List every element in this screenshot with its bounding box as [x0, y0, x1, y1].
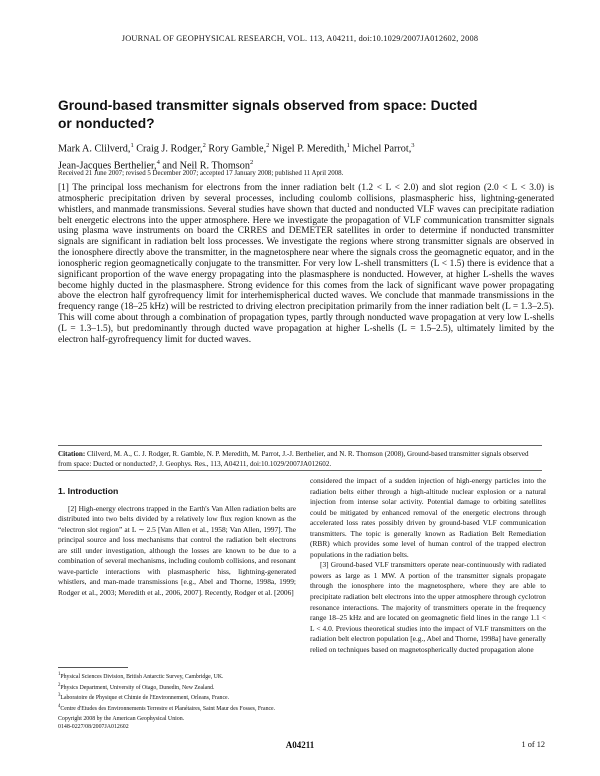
abstract: [58, 183, 554, 346]
footnote-text: Centre d'Etudes des Environnements Terrestre et Planétaires, Saint Maur des Fosses, France.: [60, 705, 276, 712]
author-name: Jean-Jacques Berthelier,: [58, 160, 157, 172]
footnote-divider: [58, 667, 128, 668]
affiliation-ref: 3: [411, 142, 415, 149]
author-name: Michel Parrot,: [349, 143, 412, 155]
issn-line: 0148-0227/08/2007JA012602: [58, 724, 129, 730]
divider: [58, 470, 542, 471]
page-number: 1 of 12: [521, 740, 545, 749]
author-name: Nigel P. Meredith,: [269, 143, 347, 155]
paragraph-marker: [1]: [58, 183, 69, 193]
paper-title: Ground-based transmitter signals observed from space: Ducted or nonducted?: [58, 98, 478, 131]
footnote-number: 1: [58, 672, 61, 677]
footnote: [58, 682, 296, 693]
footnote-number: 4: [58, 703, 61, 709]
body-paragraph: [2] High-energy electrons trapped in the Earth's Van Allen radiation belts are distributed into two belts divided by a relatively low flux region known as the “electron slot region” at L ∼ 2.5 [Van Allen et al., 1958; Van Allen, 1997]. The principal source and loss mechanisms that control the radiation belt electrons are still under investigation, although the losses are known to be due to a combination of several mechanisms, including coulomb collisions, and resonant wave-particle interactions with plasmaspheric hiss, lightning-generated whistlers, and man-made transmissions [e.g., Abel and Thorne, 1998a, 1999; Rodger et al., 2003; Meredith et al., 2006, 2007]. Recently, Rodger et al. [2006]: [58, 503, 296, 597]
article-id: A04211: [285, 740, 315, 750]
abstract-text: The principal loss mechanism for electrons from the inner radiation belt (1.2 < L < 2.0) and slot region (2.0 < L < 3.0) is atmospheric precipitation driven by several processes, including coulomb collisions, plasmaspheric hiss, lightning-generated whistlers, and manmade transmissions. Several studies have shown that ducted and nonducted VLF waves can precipitate radiation belt energetic electrons into the upper atmosphere. Here we investigate the propagation of VLF communication transmitter signals using plasma wave instruments on board the CRRES and DEMETER satellites in order to determine if nonducted transmitter signals are significant in radiation belt loss processes. We investigate the regions where strong transmitter signals are observed in the ionosphere directly above the transmitter, in the magnetosphere near where the signals cross the geomagnetic equator, and in the ionospheric region geomagnetically conjugate to the transmitter. For very low L-shell transmitters (L < 1.5) there is evidence that a significant proportion of the wave energy propagating into the plasmasphere is nonducted. However, at higher L-shells the waves become highly ducted in the plasmasphere. Strong evidence for this comes from the lack of significant wave power propagating above the electron half gyrofrequency limit for interhemispherical ducted waves. We conclude that manmade transmissions in the frequency range (18–25 kHz) will be restricted to driving electron precipitation primarily from the inner radiation belt (L = 1.3–2.5). This will come about through a combination of propagation types, partly through nonducted wave propagation at very low L-shells (L = 1.3–1.5), but predominantly through ducted wave propagation at higher L-shells (L = 1.5–2.5), ultimately limited by the electron half-gyrofrequency limit for ducted waves.: [58, 183, 554, 345]
right-column: [310, 476, 546, 655]
citation-label: Citation:: [58, 450, 86, 458]
affiliation-ref: 1: [130, 142, 134, 149]
affiliation-ref: 4: [156, 158, 160, 166]
author-list: [58, 139, 478, 173]
journal-header: JOURNAL OF GEOPHYSICAL RESEARCH, VOL. 113, A04211, doi:10.1029/2007JA012602, 2008: [121, 34, 479, 43]
footnote: [58, 671, 296, 682]
citation-block: [58, 449, 542, 469]
affiliation-ref: 1: [346, 142, 350, 149]
section-heading: 1. Introduction: [58, 486, 119, 496]
footnote: [58, 703, 296, 714]
footnote-number: 3: [58, 693, 61, 699]
citation-text: Clilverd, M. A., C. J. Rodger, R. Gamble, N. P. Meredith, M. Parrot, J.-J. Berthelier, and N. R. Thomson (2008), Ground-based transmitter signals observed from space: Ducted or nonducted?, J. Geophys. Res., 113, A04211, doi:10.1029/2007JA012602.: [58, 450, 529, 468]
body-paragraph: [3] Ground-based VLF transmitters operate near-continuously with radiated powers as large as 1 MW. A portion of the transmitter signals propagate through the ionosphere into the magnetosphere, where they are able to precipitate radiation belt electrons into the upper atmosphere through cyclotron resonance interactions. The majority of transmitters operate in the frequency range 18–25 kHz and are located on geomagnetic field lines in the range 1.1 < L < 4.0. Previous theoretical studies into the impact of VLF transmitters on the radiation belt electron population [e.g., Abel and Thorne, 1998a] have generally relied on techniques based on magnetospherically ducted propagation alone: [310, 560, 546, 654]
left-column: [58, 476, 296, 598]
author-name: Rory Gamble,: [205, 143, 267, 155]
body-paragraph: considered the impact of a sudden injection of high-energy particles into the radiation belts either through a high-altitude nuclear explosion or a natural injection from intense solar activity. Potential damage to orbiting satellites could be mitigated by enhanced removal of the energetic electrons through accelerated loss rates possibly driven by ground-based VLF communication transmitters. The topic is generally known as Radiation Belt Remediation (RBR) which provides some level of human control of the trapped electron populations in the radiation belts.: [310, 476, 546, 559]
affiliation-ref: 2: [266, 142, 270, 149]
publication-dates: Received 21 June 2007; revised 5 December 2007; accepted 17 January 2008; published 11 April 2008.: [58, 170, 344, 177]
affiliation-ref: 2: [249, 158, 254, 166]
footnote-text: Laboratoire de Physique et Chimie de l'Environnement, Orleans, France.: [60, 694, 230, 701]
author-name: and Neil R. Thomson: [159, 160, 250, 172]
author-line-1: [58, 139, 478, 156]
footnote-text: Physics Department, University of Otago, Dunedin, New Zealand.: [60, 684, 215, 691]
footnote-text: Physical Sciences Division, British Antarctic Survey, Cambridge, UK.: [60, 673, 224, 680]
author-name: Mark A. Clilverd,: [58, 143, 131, 155]
divider: [58, 445, 542, 446]
affiliations-footnotes: [58, 671, 296, 713]
affiliation-ref: 2: [202, 142, 206, 149]
footnote-number: 2: [58, 682, 61, 688]
copyright-notice: [58, 715, 296, 731]
copyright-line: Copyright 2008 by the American Geophysical Union.: [58, 716, 185, 722]
author-name: Craig J. Rodger,: [133, 143, 203, 155]
footnote: [58, 692, 296, 703]
